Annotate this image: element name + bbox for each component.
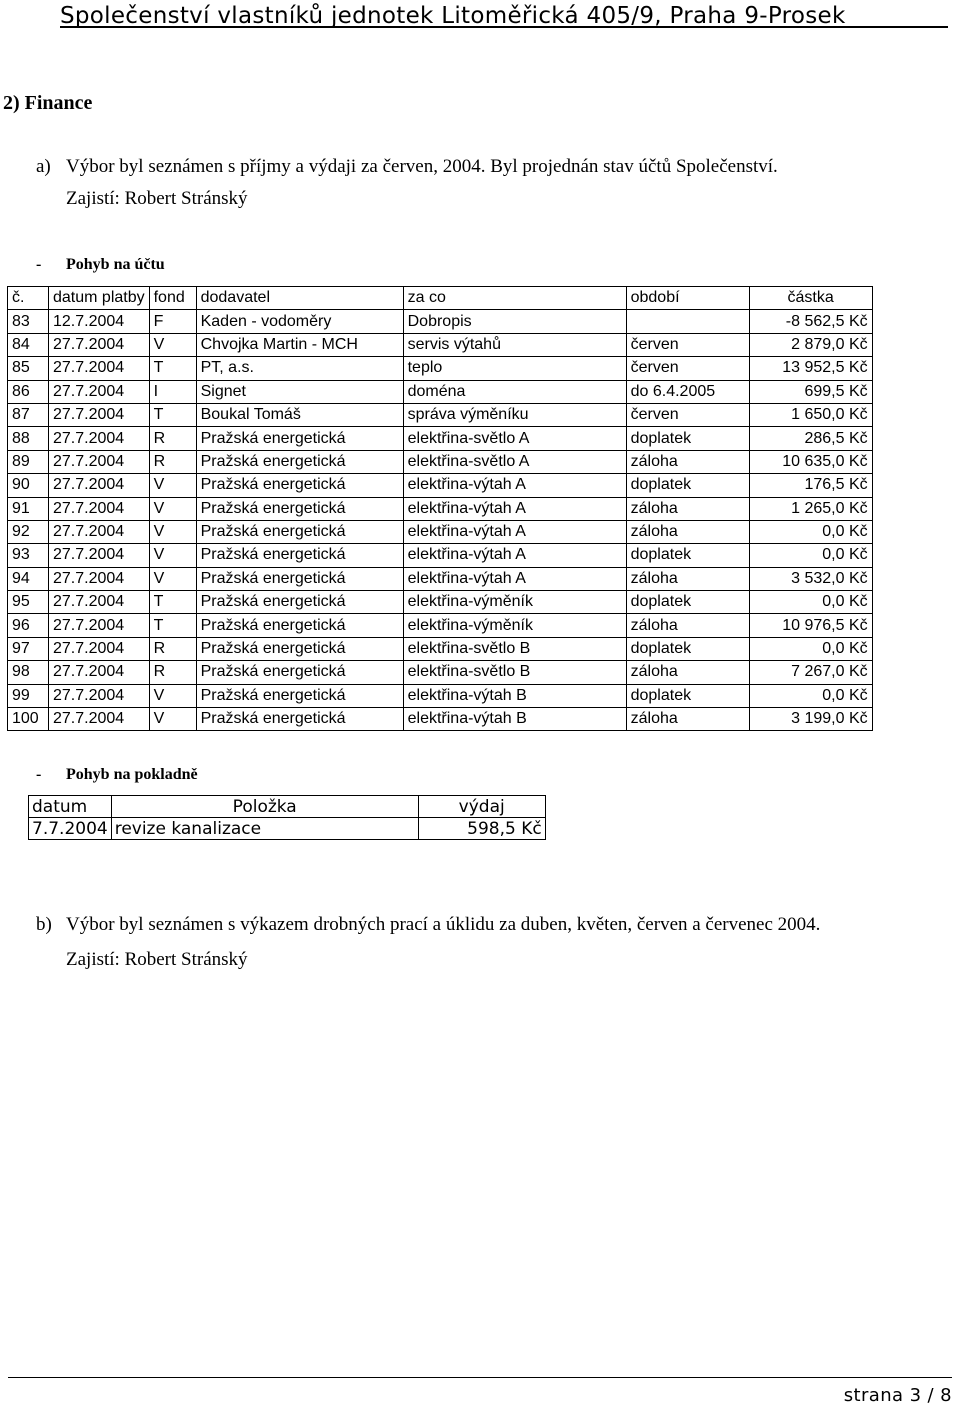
table-cell: 87 — [8, 403, 49, 426]
table-cell: 27.7.2004 — [49, 661, 150, 684]
table-cell: červen — [626, 333, 749, 356]
table-cell: elektřina-výměník — [403, 591, 626, 614]
table-row — [8, 380, 873, 403]
table-row — [8, 637, 873, 660]
table-cell: 27.7.2004 — [49, 520, 150, 543]
table-cell: 699,5 Kč — [749, 380, 872, 403]
table-cell: T — [149, 614, 196, 637]
table-cell: doplatek — [626, 474, 749, 497]
table-cell: I — [149, 380, 196, 403]
table-cell: Pražská energetická — [196, 520, 403, 543]
table-cell: Pražská energetická — [196, 567, 403, 590]
column-header: Položka — [111, 796, 418, 818]
table-cell: doplatek — [626, 427, 749, 450]
page-number: strana 3 / 8 — [843, 1385, 952, 1406]
table-cell: V — [149, 497, 196, 520]
column-header: výdaj — [418, 796, 545, 818]
table-cell: 13 952,5 Kč — [749, 357, 872, 380]
table-cell: Pražská energetická — [196, 661, 403, 684]
table-cell: 3 199,0 Kč — [749, 708, 872, 731]
table-cell: 10 635,0 Kč — [749, 450, 872, 473]
table-cell: 27.7.2004 — [49, 684, 150, 707]
page-header-title: Společenství vlastníků jednotek Litoměřická 405/9, Praha 9-Prosek — [60, 3, 846, 29]
item-a-label: a) — [36, 156, 51, 177]
table-cell: V — [149, 544, 196, 567]
table-cell: 3 532,0 Kč — [749, 567, 872, 590]
table-cell: elektřina-výtah A — [403, 567, 626, 590]
table-cell: červen — [626, 403, 749, 426]
table-row — [8, 661, 873, 684]
table-cell: Pražská energetická — [196, 544, 403, 567]
table-cell: 27.7.2004 — [49, 497, 150, 520]
table-cell: 85 — [8, 357, 49, 380]
table-cell: elektřina-světlo B — [403, 637, 626, 660]
item-b-responsible: Zajistí: Robert Stránský — [66, 949, 248, 970]
table-cell: 27.7.2004 — [49, 380, 150, 403]
section-title: 2) Finance — [3, 92, 93, 114]
table-cell: 0,0 Kč — [749, 591, 872, 614]
table-cell: V — [149, 474, 196, 497]
table-cell: 27.7.2004 — [49, 474, 150, 497]
table-cell: 598,5 Kč — [418, 818, 545, 840]
table-cell: 27.7.2004 — [49, 450, 150, 473]
table-cell: 0,0 Kč — [749, 544, 872, 567]
table-cell: 97 — [8, 637, 49, 660]
table-row — [8, 427, 873, 450]
cash-heading-dash: - — [36, 766, 42, 783]
table-cell: 27.7.2004 — [49, 544, 150, 567]
table-row — [8, 310, 873, 333]
table-cell: V — [149, 684, 196, 707]
column-header: za co — [403, 287, 626, 310]
table-cell: 27.7.2004 — [49, 333, 150, 356]
table-cell: Pražská energetická — [196, 637, 403, 660]
table-cell: červen — [626, 357, 749, 380]
table-row — [8, 357, 873, 380]
table-cell: elektřina-výtah A — [403, 497, 626, 520]
table-cell: V — [149, 708, 196, 731]
table-cell: Pražská energetická — [196, 708, 403, 731]
table-cell: 2 879,0 Kč — [749, 333, 872, 356]
table-cell: doplatek — [626, 591, 749, 614]
table-cell: 98 — [8, 661, 49, 684]
column-header: fond — [149, 287, 196, 310]
table-cell: doplatek — [626, 544, 749, 567]
table-cell: R — [149, 450, 196, 473]
table-row — [8, 497, 873, 520]
table-cell: servis výtahů — [403, 333, 626, 356]
table-cell: záloha — [626, 450, 749, 473]
table-row — [8, 684, 873, 707]
table-cell: Signet — [196, 380, 403, 403]
table-cell: revize kanalizace — [111, 818, 418, 840]
table-cell: Boukal Tomáš — [196, 403, 403, 426]
table-cell: 27.7.2004 — [49, 637, 150, 660]
table-cell: elektřina-výtah B — [403, 684, 626, 707]
table-cell: Pražská energetická — [196, 591, 403, 614]
table-cell: záloha — [626, 661, 749, 684]
column-header: dodavatel — [196, 287, 403, 310]
item-b-text: Výbor byl seznámen s výkazem drobných prací a úklidu za duben, květen, červen a červenec 2004. — [66, 914, 821, 935]
table-row — [8, 614, 873, 637]
table-row — [8, 474, 873, 497]
table-cell: R — [149, 637, 196, 660]
table-cell: 1 650,0 Kč — [749, 403, 872, 426]
table-cell: 83 — [8, 310, 49, 333]
table-cell: Chvojka Martin - MCH — [196, 333, 403, 356]
table-cell: Pražská energetická — [196, 474, 403, 497]
table-cell: 7.7.2004 — [29, 818, 112, 840]
table-cell: elektřina-světlo A — [403, 450, 626, 473]
table-cell: 89 — [8, 450, 49, 473]
table-cell: 0,0 Kč — [749, 637, 872, 660]
table-cell: 92 — [8, 520, 49, 543]
table-cell: záloha — [626, 497, 749, 520]
table-row — [8, 450, 873, 473]
table-cell: 1 265,0 Kč — [749, 497, 872, 520]
table-cell: R — [149, 661, 196, 684]
column-header: období — [626, 287, 749, 310]
table-cell: záloha — [626, 708, 749, 731]
table-cell: elektřina-výtah A — [403, 474, 626, 497]
table-cell: 10 976,5 Kč — [749, 614, 872, 637]
table-cell: V — [149, 520, 196, 543]
table-cell: 27.7.2004 — [49, 708, 150, 731]
table-cell: 88 — [8, 427, 49, 450]
table-row — [8, 708, 873, 731]
table-cell: Kaden - vodoměry — [196, 310, 403, 333]
table-cell: 90 — [8, 474, 49, 497]
item-a-text: Výbor byl seznámen s příjmy a výdaji za červen, 2004. Byl projednán stav účtů Společenství. — [66, 156, 778, 177]
table-cell: 12.7.2004 — [49, 310, 150, 333]
table-cell: 286,5 Kč — [749, 427, 872, 450]
table-cell: 27.7.2004 — [49, 427, 150, 450]
header-row — [29, 796, 546, 818]
table-cell: T — [149, 403, 196, 426]
table-cell: 96 — [8, 614, 49, 637]
table-cell: R — [149, 427, 196, 450]
column-header: datum — [29, 796, 112, 818]
table-cell: 86 — [8, 380, 49, 403]
table-cell: 27.7.2004 — [49, 403, 150, 426]
column-header: č. — [8, 287, 49, 310]
table-cell — [626, 310, 749, 333]
table-row — [8, 520, 873, 543]
table-cell: 27.7.2004 — [49, 357, 150, 380]
table-cell: 176,5 Kč — [749, 474, 872, 497]
table-cell: záloha — [626, 520, 749, 543]
table-cell: V — [149, 333, 196, 356]
table-cell: 27.7.2004 — [49, 591, 150, 614]
table-cell: 84 — [8, 333, 49, 356]
column-header: datum platby — [49, 287, 150, 310]
table-cell: T — [149, 591, 196, 614]
table-cell: 91 — [8, 497, 49, 520]
table-cell: elektřina-světlo A — [403, 427, 626, 450]
table-cell: 7 267,0 Kč — [749, 661, 872, 684]
cash-table — [28, 795, 546, 840]
table-cell: Dobropis — [403, 310, 626, 333]
table-cell: elektřina-světlo B — [403, 661, 626, 684]
table-row — [8, 544, 873, 567]
account-heading-text: Pohyb na účtu — [66, 256, 165, 273]
column-header: částka — [749, 287, 872, 310]
table-cell: elektřina-výtah A — [403, 520, 626, 543]
table-cell: 0,0 Kč — [749, 520, 872, 543]
account-heading — [36, 256, 165, 274]
table-cell: 27.7.2004 — [49, 614, 150, 637]
item-b-label: b) — [36, 914, 52, 935]
table-cell: elektřina-výtah A — [403, 544, 626, 567]
table-row — [8, 591, 873, 614]
cash-heading — [36, 766, 198, 784]
table-cell: teplo — [403, 357, 626, 380]
item-a-responsible: Zajistí: Robert Stránský — [66, 188, 248, 209]
header-rule — [60, 26, 948, 28]
table-cell: Pražská energetická — [196, 427, 403, 450]
table-cell: doplatek — [626, 637, 749, 660]
table-cell: Pražská energetická — [196, 684, 403, 707]
table-cell: 27.7.2004 — [49, 567, 150, 590]
table-cell: doména — [403, 380, 626, 403]
table-cell: 94 — [8, 567, 49, 590]
account-heading-dash: - — [36, 256, 42, 273]
table-row — [29, 818, 546, 840]
table-cell: 99 — [8, 684, 49, 707]
table-cell: PT, a.s. — [196, 357, 403, 380]
table-cell: správa výměníku — [403, 403, 626, 426]
table-cell: T — [149, 357, 196, 380]
table-cell: Pražská energetická — [196, 497, 403, 520]
table-cell: záloha — [626, 567, 749, 590]
table-cell: 0,0 Kč — [749, 684, 872, 707]
table-cell: 93 — [8, 544, 49, 567]
table-cell: Pražská energetická — [196, 450, 403, 473]
table-cell: do 6.4.2005 — [626, 380, 749, 403]
table-cell: Pražská energetická — [196, 614, 403, 637]
table-cell: F — [149, 310, 196, 333]
table-cell: V — [149, 567, 196, 590]
header-row — [8, 287, 873, 310]
table-cell: záloha — [626, 614, 749, 637]
table-row — [8, 567, 873, 590]
table-row — [8, 403, 873, 426]
cash-heading-text: Pohyb na pokladně — [66, 766, 198, 783]
table-cell: 100 — [8, 708, 49, 731]
table-cell: elektřina-výtah B — [403, 708, 626, 731]
footer-rule — [8, 1377, 952, 1378]
table-row — [8, 333, 873, 356]
account-table — [7, 286, 873, 731]
table-cell: elektřina-výměník — [403, 614, 626, 637]
table-cell: doplatek — [626, 684, 749, 707]
table-cell: -8 562,5 Kč — [749, 310, 872, 333]
table-cell: 95 — [8, 591, 49, 614]
